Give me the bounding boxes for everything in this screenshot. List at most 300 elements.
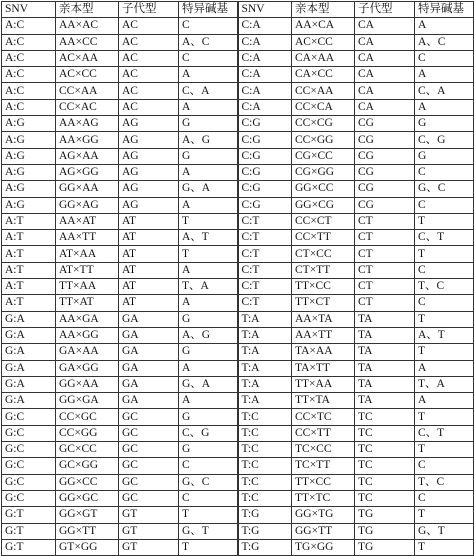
- cell-offspring-genotype-2: TA: [355, 344, 415, 360]
- cell-offspring-genotype-2: CG: [355, 164, 415, 180]
- cell-offspring-genotype: AT: [119, 230, 179, 246]
- cell-offspring-genotype: GC: [119, 425, 179, 441]
- cell-parent-genotype: GG×CC: [56, 474, 119, 490]
- cell-offspring-genotype: GA: [119, 393, 179, 409]
- cell-snv: G:C: [2, 474, 56, 490]
- table-row: [2, 474, 474, 490]
- cell-parent-genotype-2: CT×CC: [292, 246, 355, 262]
- cell-offspring-genotype: AT: [119, 246, 179, 262]
- cell-parent-genotype: CC×GC: [56, 409, 119, 425]
- cell-snv-2: C:T: [238, 230, 292, 246]
- table-row: [2, 425, 474, 441]
- snv-genotype-table: [1, 1, 474, 556]
- cell-offspring-genotype-2: CA: [355, 50, 415, 66]
- cell-specific-base-2: G: [415, 116, 474, 132]
- cell-parent-genotype-2: CC×CT: [292, 213, 355, 229]
- cell-snv-2: C:A: [238, 99, 292, 115]
- cell-specific-base: A、T: [179, 230, 238, 246]
- cell-parent-genotype: GA×GG: [56, 360, 119, 376]
- cell-specific-base-2: A: [415, 18, 474, 34]
- cell-specific-base: G: [179, 442, 238, 458]
- cell-snv: G:T: [2, 507, 56, 523]
- cell-offspring-genotype: AT: [119, 279, 179, 295]
- cell-parent-genotype: GG×AG: [56, 197, 119, 213]
- cell-snv: G:A: [2, 344, 56, 360]
- cell-snv: A:C: [2, 18, 56, 34]
- cell-specific-base-2: C、A: [415, 83, 474, 99]
- cell-snv: A:T: [2, 279, 56, 295]
- cell-parent-genotype-2: AA×CA: [292, 18, 355, 34]
- table-row: [2, 230, 474, 246]
- cell-parent-genotype: TT×AT: [56, 295, 119, 311]
- cell-parent-genotype: GG×TT: [56, 523, 119, 539]
- cell-offspring-genotype: GT: [119, 507, 179, 523]
- cell-specific-base: T: [179, 507, 238, 523]
- cell-snv: A:G: [2, 164, 56, 180]
- cell-parent-genotype-2: TC×CC: [292, 442, 355, 458]
- cell-specific-base-2: T: [415, 311, 474, 327]
- cell-snv-2: T:G: [238, 539, 292, 555]
- cell-offspring-genotype-2: TG: [355, 539, 415, 555]
- cell-snv: G:C: [2, 458, 56, 474]
- cell-offspring-genotype: AG: [119, 116, 179, 132]
- cell-specific-base: A: [179, 360, 238, 376]
- cell-snv: A:T: [2, 213, 56, 229]
- cell-offspring-genotype-2: CT: [355, 246, 415, 262]
- cell-parent-genotype-2: TT×AA: [292, 376, 355, 392]
- cell-parent-genotype: AA×GG: [56, 132, 119, 148]
- cell-parent-genotype: AC×CC: [56, 67, 119, 83]
- cell-snv: G:A: [2, 360, 56, 376]
- cell-snv-2: C:T: [238, 295, 292, 311]
- cell-specific-base: G: [179, 311, 238, 327]
- cell-parent-genotype-2: GG×CG: [292, 197, 355, 213]
- cell-specific-base: G、C: [179, 474, 238, 490]
- cell-parent-genotype-2: TA×TT: [292, 360, 355, 376]
- cell-parent-genotype-2: TC×TT: [292, 458, 355, 474]
- cell-offspring-genotype-2: CG: [355, 197, 415, 213]
- cell-snv-2: C:T: [238, 246, 292, 262]
- cell-snv-2: C:A: [238, 83, 292, 99]
- cell-parent-genotype: GG×GC: [56, 490, 119, 506]
- cell-parent-genotype-2: TT×CT: [292, 295, 355, 311]
- cell-snv: A:T: [2, 246, 56, 262]
- cell-specific-base: A: [179, 262, 238, 278]
- cell-parent-genotype-2: AC×CC: [292, 34, 355, 50]
- cell-parent-genotype: CC×AC: [56, 99, 119, 115]
- cell-specific-base: A: [179, 99, 238, 115]
- cell-parent-genotype: GT×GG: [56, 539, 119, 555]
- cell-offspring-genotype-2: TA: [355, 393, 415, 409]
- cell-specific-base-2: T、C: [415, 279, 474, 295]
- cell-offspring-genotype-2: CA: [355, 83, 415, 99]
- cell-offspring-genotype: AC: [119, 18, 179, 34]
- cell-specific-base-2: C、T: [415, 425, 474, 441]
- cell-snv-2: C:A: [238, 34, 292, 50]
- cell-snv: A:G: [2, 181, 56, 197]
- cell-specific-base: C: [179, 18, 238, 34]
- cell-specific-base: A: [179, 295, 238, 311]
- cell-snv: A:C: [2, 50, 56, 66]
- cell-offspring-genotype-2: CA: [355, 67, 415, 83]
- cell-specific-base-2: A: [415, 360, 474, 376]
- cell-parent-genotype: GC×CC: [56, 442, 119, 458]
- cell-offspring-genotype-2: CA: [355, 34, 415, 50]
- cell-specific-base-2: C: [415, 262, 474, 278]
- cell-specific-base: A: [179, 67, 238, 83]
- header-parent-genotype-2: 亲本型: [292, 2, 355, 18]
- cell-parent-genotype-2: CG×GG: [292, 164, 355, 180]
- cell-parent-genotype: AA×TT: [56, 230, 119, 246]
- cell-snv: G:A: [2, 327, 56, 343]
- cell-parent-genotype-2: CG×CC: [292, 148, 355, 164]
- cell-parent-genotype-2: CT×TT: [292, 262, 355, 278]
- cell-specific-base-2: T: [415, 246, 474, 262]
- cell-offspring-genotype: AG: [119, 164, 179, 180]
- cell-specific-base-2: C: [415, 458, 474, 474]
- cell-snv: A:T: [2, 230, 56, 246]
- cell-snv-2: T:A: [238, 344, 292, 360]
- cell-specific-base-2: C: [415, 50, 474, 66]
- cell-offspring-genotype-2: CT: [355, 295, 415, 311]
- cell-snv-2: T:G: [238, 523, 292, 539]
- table-row: [2, 327, 474, 343]
- cell-parent-genotype-2: TA×AA: [292, 344, 355, 360]
- cell-snv-2: C:G: [238, 148, 292, 164]
- cell-snv: A:C: [2, 83, 56, 99]
- cell-specific-base-2: T: [415, 507, 474, 523]
- table-row: [2, 116, 474, 132]
- cell-parent-genotype-2: TT×CC: [292, 279, 355, 295]
- cell-snv-2: T:C: [238, 442, 292, 458]
- cell-parent-genotype: AC×AA: [56, 50, 119, 66]
- header-specific-base: 特异碱基: [179, 2, 238, 18]
- cell-snv-2: C:T: [238, 213, 292, 229]
- cell-specific-base: T: [179, 539, 238, 555]
- cell-specific-base-2: T、A: [415, 376, 474, 392]
- cell-parent-genotype-2: TT×TC: [292, 490, 355, 506]
- cell-parent-genotype-2: TT×TA: [292, 393, 355, 409]
- cell-snv: A:G: [2, 132, 56, 148]
- table-row: [2, 344, 474, 360]
- cell-parent-genotype-2: CA×CC: [292, 67, 355, 83]
- cell-specific-base-2: G、C: [415, 181, 474, 197]
- table-row: [2, 99, 474, 115]
- cell-parent-genotype: GA×AA: [56, 344, 119, 360]
- cell-specific-base: G: [179, 344, 238, 360]
- cell-offspring-genotype: GT: [119, 539, 179, 555]
- cell-parent-genotype: AA×GA: [56, 311, 119, 327]
- table-row: [2, 279, 474, 295]
- cell-parent-genotype: AT×TT: [56, 262, 119, 278]
- cell-snv-2: T:A: [238, 311, 292, 327]
- cell-snv-2: T:C: [238, 490, 292, 506]
- cell-offspring-genotype: GC: [119, 409, 179, 425]
- cell-specific-base: G、A: [179, 376, 238, 392]
- cell-parent-genotype: GG×GA: [56, 393, 119, 409]
- cell-snv: G:T: [2, 539, 56, 555]
- cell-parent-genotype: AG×GG: [56, 164, 119, 180]
- cell-parent-genotype-2: CC×TT: [292, 230, 355, 246]
- cell-snv: A:C: [2, 99, 56, 115]
- cell-parent-genotype-2: CC×TT: [292, 425, 355, 441]
- cell-offspring-genotype-2: CG: [355, 132, 415, 148]
- cell-specific-base: A: [179, 164, 238, 180]
- cell-specific-base: C: [179, 490, 238, 506]
- cell-snv: A:C: [2, 67, 56, 83]
- cell-offspring-genotype: GA: [119, 360, 179, 376]
- header-parent-genotype: 亲本型: [56, 2, 119, 18]
- cell-snv: A:T: [2, 262, 56, 278]
- table-row: [2, 262, 474, 278]
- table-row: [2, 393, 474, 409]
- table-row: [2, 34, 474, 50]
- cell-snv: G:A: [2, 376, 56, 392]
- header-offspring-genotype-2: 子代型: [355, 2, 415, 18]
- cell-parent-genotype-2: TT×CC: [292, 474, 355, 490]
- cell-snv-2: T:C: [238, 458, 292, 474]
- cell-specific-base: T: [179, 246, 238, 262]
- cell-specific-base-2: T: [415, 344, 474, 360]
- cell-specific-base: A、G: [179, 132, 238, 148]
- cell-offspring-genotype: GC: [119, 490, 179, 506]
- cell-parent-genotype: AA×AC: [56, 18, 119, 34]
- cell-offspring-genotype: GC: [119, 458, 179, 474]
- cell-specific-base-2: A、C: [415, 34, 474, 50]
- cell-snv-2: T:C: [238, 425, 292, 441]
- cell-snv-2: T:A: [238, 376, 292, 392]
- table-row: [2, 83, 474, 99]
- cell-snv: G:C: [2, 409, 56, 425]
- cell-parent-genotype: CC×AA: [56, 83, 119, 99]
- cell-snv: G:C: [2, 442, 56, 458]
- cell-specific-base: A、C: [179, 34, 238, 50]
- table-row: [2, 490, 474, 506]
- cell-specific-base: T、A: [179, 279, 238, 295]
- cell-specific-base: G: [179, 148, 238, 164]
- cell-snv: G:T: [2, 523, 56, 539]
- cell-offspring-genotype-2: CG: [355, 148, 415, 164]
- cell-offspring-genotype-2: TA: [355, 360, 415, 376]
- cell-parent-genotype-2: CC×GG: [292, 132, 355, 148]
- table-row: [2, 295, 474, 311]
- cell-offspring-genotype: GC: [119, 474, 179, 490]
- cell-offspring-genotype: AT: [119, 295, 179, 311]
- table-row: [2, 18, 474, 34]
- cell-offspring-genotype-2: TG: [355, 523, 415, 539]
- cell-specific-base-2: G、T: [415, 523, 474, 539]
- cell-parent-genotype-2: TG×GG: [292, 539, 355, 555]
- cell-offspring-genotype: GC: [119, 442, 179, 458]
- cell-snv-2: C:T: [238, 262, 292, 278]
- cell-offspring-genotype-2: TC: [355, 409, 415, 425]
- cell-specific-base: G: [179, 116, 238, 132]
- cell-offspring-genotype: AC: [119, 34, 179, 50]
- cell-snv-2: T:C: [238, 409, 292, 425]
- cell-snv-2: C:G: [238, 197, 292, 213]
- cell-snv-2: C:G: [238, 132, 292, 148]
- cell-specific-base-2: T: [415, 409, 474, 425]
- header-row: [2, 2, 474, 18]
- cell-specific-base: A、G: [179, 327, 238, 343]
- cell-snv-2: T:A: [238, 393, 292, 409]
- table-row: [2, 132, 474, 148]
- cell-snv: G:C: [2, 425, 56, 441]
- cell-offspring-genotype: GA: [119, 327, 179, 343]
- table-row: [2, 539, 474, 555]
- cell-offspring-genotype-2: CT: [355, 279, 415, 295]
- table-row: [2, 442, 474, 458]
- table-row: [2, 507, 474, 523]
- cell-offspring-genotype-2: CT: [355, 213, 415, 229]
- cell-offspring-genotype: AG: [119, 181, 179, 197]
- cell-parent-genotype-2: CC×TC: [292, 409, 355, 425]
- cell-parent-genotype-2: CC×CA: [292, 99, 355, 115]
- cell-parent-genotype: AA×AT: [56, 213, 119, 229]
- cell-offspring-genotype-2: CT: [355, 262, 415, 278]
- cell-specific-base: A: [179, 197, 238, 213]
- cell-specific-base-2: T、C: [415, 474, 474, 490]
- cell-specific-base: C: [179, 458, 238, 474]
- table-row: [2, 164, 474, 180]
- cell-snv-2: C:T: [238, 279, 292, 295]
- cell-snv: G:A: [2, 393, 56, 409]
- cell-parent-genotype: GC×GG: [56, 458, 119, 474]
- cell-parent-genotype: AG×AA: [56, 148, 119, 164]
- table-body: [2, 18, 474, 556]
- cell-specific-base: A: [179, 393, 238, 409]
- cell-parent-genotype-2: GG×CC: [292, 181, 355, 197]
- cell-offspring-genotype: AC: [119, 83, 179, 99]
- cell-parent-genotype-2: GG×TT: [292, 523, 355, 539]
- cell-specific-base-2: A: [415, 67, 474, 83]
- cell-snv: G:A: [2, 311, 56, 327]
- cell-snv-2: C:A: [238, 18, 292, 34]
- cell-specific-base: C、A: [179, 83, 238, 99]
- cell-offspring-genotype-2: CA: [355, 99, 415, 115]
- cell-offspring-genotype: GA: [119, 311, 179, 327]
- cell-offspring-genotype: AC: [119, 50, 179, 66]
- cell-specific-base-2: C: [415, 295, 474, 311]
- cell-offspring-genotype-2: TA: [355, 327, 415, 343]
- cell-specific-base: T: [179, 213, 238, 229]
- cell-snv-2: T:A: [238, 327, 292, 343]
- cell-snv: A:G: [2, 148, 56, 164]
- cell-snv-2: T:C: [238, 474, 292, 490]
- table-row: [2, 360, 474, 376]
- cell-offspring-genotype: GA: [119, 376, 179, 392]
- cell-offspring-genotype: GA: [119, 344, 179, 360]
- cell-offspring-genotype: AT: [119, 213, 179, 229]
- cell-offspring-genotype-2: TA: [355, 311, 415, 327]
- cell-offspring-genotype-2: TC: [355, 474, 415, 490]
- header-specific-base-2: 特异碱基: [415, 2, 474, 18]
- table-row: [2, 458, 474, 474]
- table-row: [2, 311, 474, 327]
- cell-offspring-genotype: AG: [119, 132, 179, 148]
- header-offspring-genotype: 子代型: [119, 2, 179, 18]
- cell-offspring-genotype: AT: [119, 262, 179, 278]
- cell-specific-base: G、T: [179, 523, 238, 539]
- table-row: [2, 376, 474, 392]
- cell-specific-base-2: G: [415, 148, 474, 164]
- cell-specific-base: C、G: [179, 425, 238, 441]
- cell-offspring-genotype-2: CT: [355, 230, 415, 246]
- cell-specific-base-2: A: [415, 393, 474, 409]
- table-row: [2, 213, 474, 229]
- cell-specific-base: C: [179, 50, 238, 66]
- cell-snv-2: C:G: [238, 116, 292, 132]
- table-row: [2, 523, 474, 539]
- cell-offspring-genotype: AC: [119, 67, 179, 83]
- cell-specific-base-2: C、G: [415, 132, 474, 148]
- cell-specific-base-2: C: [415, 197, 474, 213]
- cell-offspring-genotype: AG: [119, 197, 179, 213]
- cell-snv: A:C: [2, 34, 56, 50]
- cell-specific-base: G、A: [179, 181, 238, 197]
- cell-parent-genotype: GG×GT: [56, 507, 119, 523]
- cell-offspring-genotype-2: TA: [355, 376, 415, 392]
- cell-specific-base: G: [179, 409, 238, 425]
- table-row: [2, 50, 474, 66]
- table-row: [2, 181, 474, 197]
- cell-specific-base-2: C: [415, 490, 474, 506]
- cell-snv-2: C:G: [238, 164, 292, 180]
- cell-parent-genotype-2: AA×TA: [292, 311, 355, 327]
- cell-offspring-genotype: AG: [119, 148, 179, 164]
- cell-offspring-genotype-2: CG: [355, 116, 415, 132]
- cell-specific-base-2: T: [415, 213, 474, 229]
- cell-parent-genotype-2: CA×AA: [292, 50, 355, 66]
- cell-parent-genotype: AT×AA: [56, 246, 119, 262]
- cell-offspring-genotype-2: CA: [355, 18, 415, 34]
- cell-snv-2: T:G: [238, 507, 292, 523]
- cell-snv: A:G: [2, 197, 56, 213]
- cell-specific-base-2: A: [415, 99, 474, 115]
- cell-snv: G:C: [2, 490, 56, 506]
- cell-offspring-genotype: GT: [119, 523, 179, 539]
- cell-snv: A:T: [2, 295, 56, 311]
- cell-specific-base-2: C、T: [415, 230, 474, 246]
- cell-parent-genotype: GG×AA: [56, 376, 119, 392]
- cell-specific-base-2: A、T: [415, 327, 474, 343]
- cell-parent-genotype-2: AA×TT: [292, 327, 355, 343]
- cell-specific-base-2: C: [415, 164, 474, 180]
- table-row: [2, 148, 474, 164]
- cell-specific-base-2: T: [415, 539, 474, 555]
- cell-snv-2: T:A: [238, 360, 292, 376]
- header-snv: SNV: [2, 2, 56, 18]
- cell-parent-genotype-2: GG×TG: [292, 507, 355, 523]
- cell-parent-genotype: AA×AG: [56, 116, 119, 132]
- cell-parent-genotype-2: CC×CG: [292, 116, 355, 132]
- table-row: [2, 67, 474, 83]
- cell-offspring-genotype-2: TC: [355, 442, 415, 458]
- cell-offspring-genotype-2: TC: [355, 458, 415, 474]
- cell-offspring-genotype-2: TC: [355, 425, 415, 441]
- cell-parent-genotype: TT×AA: [56, 279, 119, 295]
- cell-offspring-genotype-2: TC: [355, 490, 415, 506]
- table-row: [2, 409, 474, 425]
- table-row: [2, 197, 474, 213]
- cell-parent-genotype-2: CC×AA: [292, 83, 355, 99]
- table-row: [2, 246, 474, 262]
- cell-parent-genotype: AA×CC: [56, 34, 119, 50]
- cell-specific-base-2: T: [415, 442, 474, 458]
- cell-parent-genotype: GG×AA: [56, 181, 119, 197]
- cell-snv: A:G: [2, 116, 56, 132]
- cell-snv-2: C:A: [238, 50, 292, 66]
